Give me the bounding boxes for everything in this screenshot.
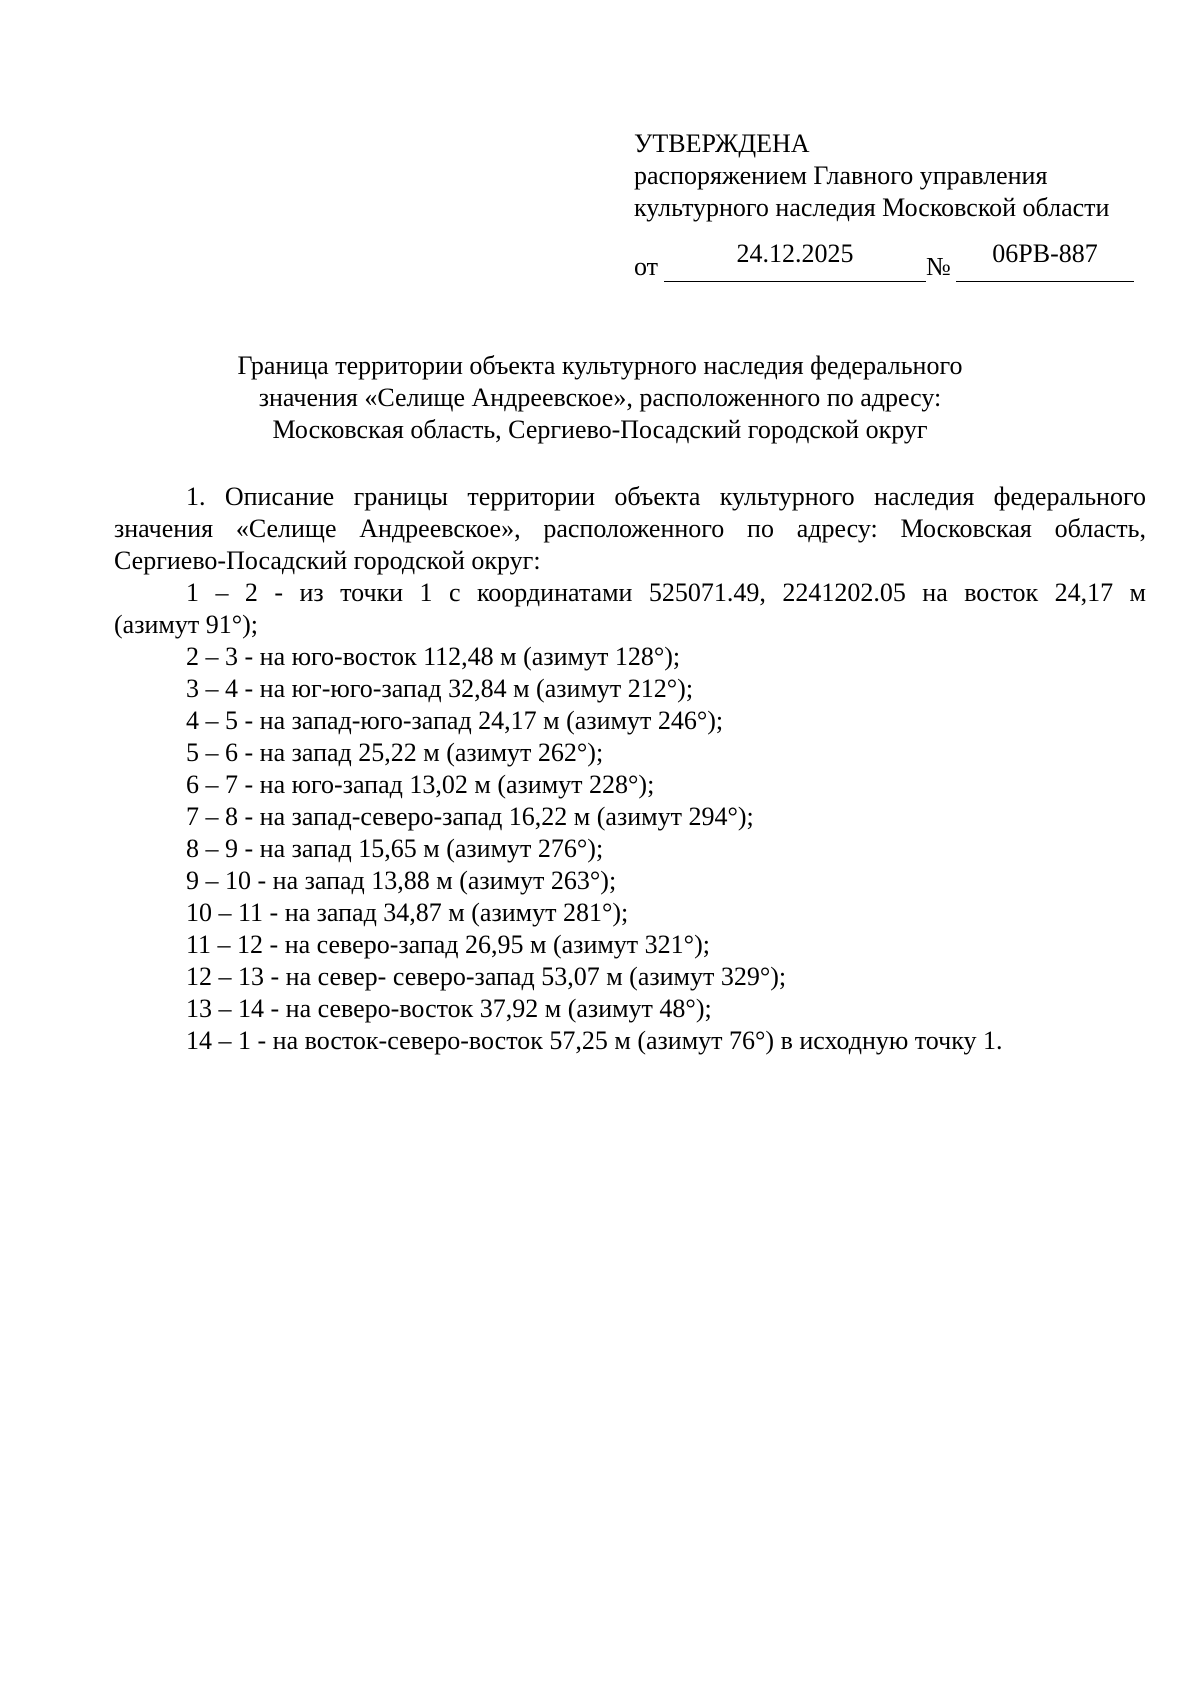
approval-heading: УТВЕРЖДЕНА [634,129,810,158]
boundary-segment: 5 – 6 - на запад 25,22 м (азимут 262°); [186,738,604,767]
order-date-label: от [634,252,659,281]
document-title [120,350,1080,446]
segment-points: 1 – 2 [186,578,258,607]
approval-stamp [634,128,1154,224]
boundary-segment: 10 – 11 - на запад 34,87 м (азимут 281°); [186,898,629,927]
order-date-field [664,239,926,282]
segment-description: - из точки 1 с координатами 525071.49, 2241202.05 на восток 24,17 м [274,578,1146,607]
order-date: 24.12.2025 [736,239,854,268]
document-body [114,481,1146,1057]
boundary-segment: 8 – 9 - на запад 15,65 м (азимут 276°); [186,834,604,863]
title-line-2: значения «Селище Андреевское», расположенного по адресу: [258,383,942,412]
order-details [634,239,1134,286]
order-number-field [956,239,1134,282]
order-number-label: № [926,252,951,281]
segment-list [114,641,1146,1057]
title-line-3: Московская область, Сергиево-Посадский городской округ [272,415,928,444]
approval-authority-line-1: распоряжением Главного управления [634,161,1048,190]
boundary-segment: 4 – 5 - на запад-юго-запад 24,17 м (азимут 246°); [186,706,724,735]
boundary-segment: 11 – 12 - на северо-запад 26,95 м (азимут 321°); [186,930,710,959]
boundary-segment: 12 – 13 - на север- северо-запад 53,07 м (азимут 329°); [186,962,787,991]
boundary-segment: 3 – 4 - на юг-юго-запад 32,84 м (азимут 212°); [186,674,694,703]
boundary-segment: 13 – 14 - на северо-восток 37,92 м (азимут 48°); [186,994,712,1023]
order-number: 06РВ-887 [992,239,1098,268]
segment-1-2-continuation: (азимут 91°); [114,610,258,639]
segment-1-2 [114,577,1146,609]
boundary-segment: 14 – 1 - на восток-северо-восток 57,25 м (азимут 76°) в исходную точку 1. [186,1026,1003,1055]
boundary-segment: 6 – 7 - на юго-запад 13,02 м (азимут 228°); [186,770,655,799]
boundary-segment: 2 – 3 - на юго-восток 112,48 м (азимут 128°); [186,642,681,671]
boundary-segment: 7 – 8 - на запад-северо-запад 16,22 м (азимут 294°); [186,802,754,831]
boundary-description-intro: 1. Описание границы территории объекта культурного наследия федерального значения «Селище Андреевское», расположенного по адресу: Московская область, Сергиево-Посадский городской округ: [114,482,1146,575]
approval-authority-line-2: культурного наследия Московской области [634,193,1110,222]
boundary-segment: 9 – 10 - на запад 13,88 м (азимут 263°); [186,866,617,895]
title-line-1: Граница территории объекта культурного наследия федерального [237,351,963,380]
